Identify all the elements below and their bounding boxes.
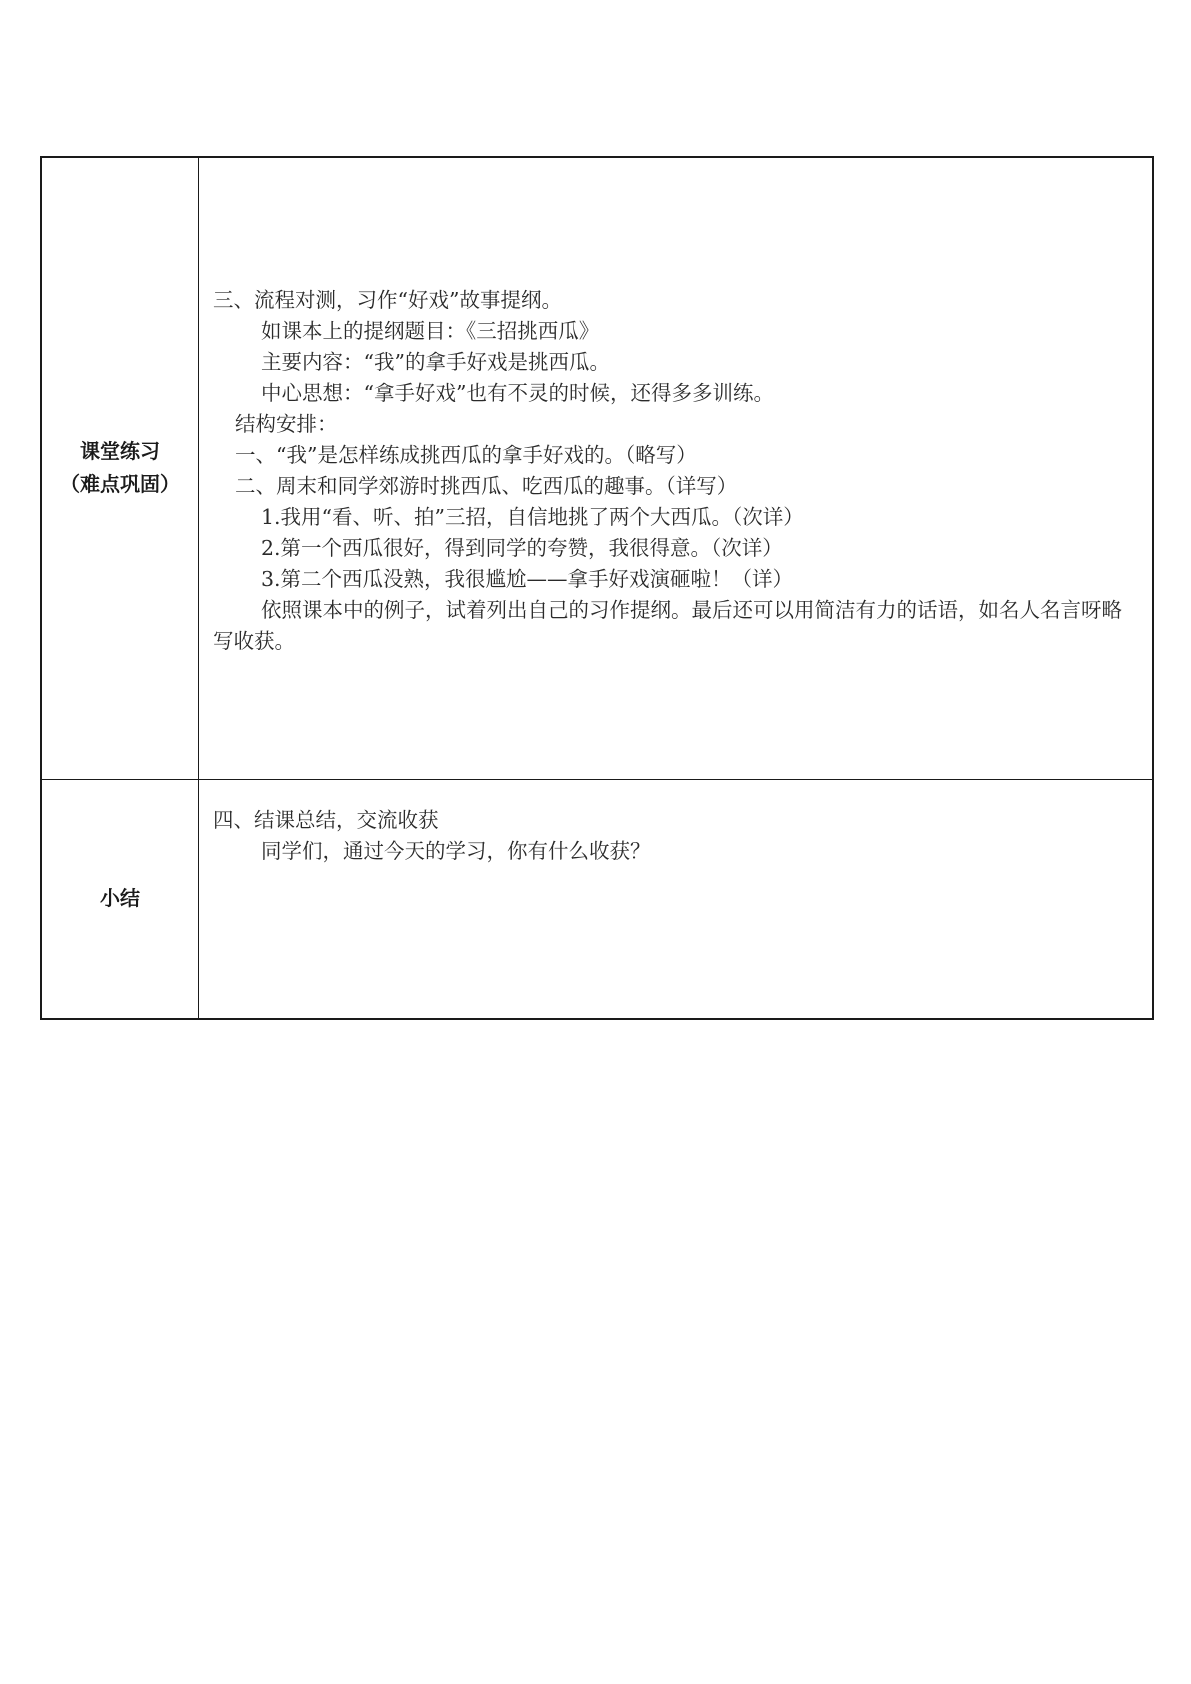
row-label-line: 课堂练习 [80, 439, 160, 464]
row-label-summary [41, 779, 199, 1019]
outline-structure-label: 结构安排： [235, 412, 338, 437]
outline-item-1: 1.我用“看、听、拍”三招，自信地挑了两个大西瓜。（次详） [261, 505, 804, 530]
summary-question: 同学们，通过今天的学习，你有什么收获？ [261, 838, 651, 863]
outline-central-idea: 中心思想：“拿手好戏”也有不灵的时候，还得多多训练。 [261, 381, 774, 406]
outline-part-two: 二、周末和同学郊游时挑西瓜、吃西瓜的趣事。（详写） [235, 474, 738, 499]
row-label-line: （难点巩固） [60, 472, 180, 497]
section-heading: 四、结课总结，交流收获 [213, 807, 439, 832]
table-row-summary [41, 779, 1153, 1019]
row-label-practice [41, 157, 199, 779]
outline-item-3: 3.第二个西瓜没熟，我很尴尬——拿手好戏演砸啦！（详） [261, 567, 794, 592]
outline-part-one: 一、“我”是怎样练成挑西瓜的拿手好戏的。（略写） [235, 443, 697, 468]
lesson-plan-table [40, 156, 1154, 1020]
outline-item-2: 2.第一个西瓜很好，得到同学的夸赞，我很得意。（次详） [261, 536, 783, 561]
outline-instruction: 依照课本中的例子，试着列出自己的习作提纲。最后还可以用简洁有力的话语，如名人名言呀略写收获。 [213, 598, 1122, 654]
section-heading: 三、流程对测，习作“好戏”故事提纲。 [213, 288, 562, 313]
outline-title: 如课本上的提纲题目：《三招挑西瓜》 [261, 319, 600, 344]
row-content-summary [199, 779, 1154, 1019]
row-content-practice [199, 157, 1154, 779]
outline-main-content: 主要内容：“我”的拿手好戏是挑西瓜。 [261, 350, 610, 375]
row-label-line: 小结 [100, 886, 140, 911]
table-row-practice [41, 157, 1153, 779]
